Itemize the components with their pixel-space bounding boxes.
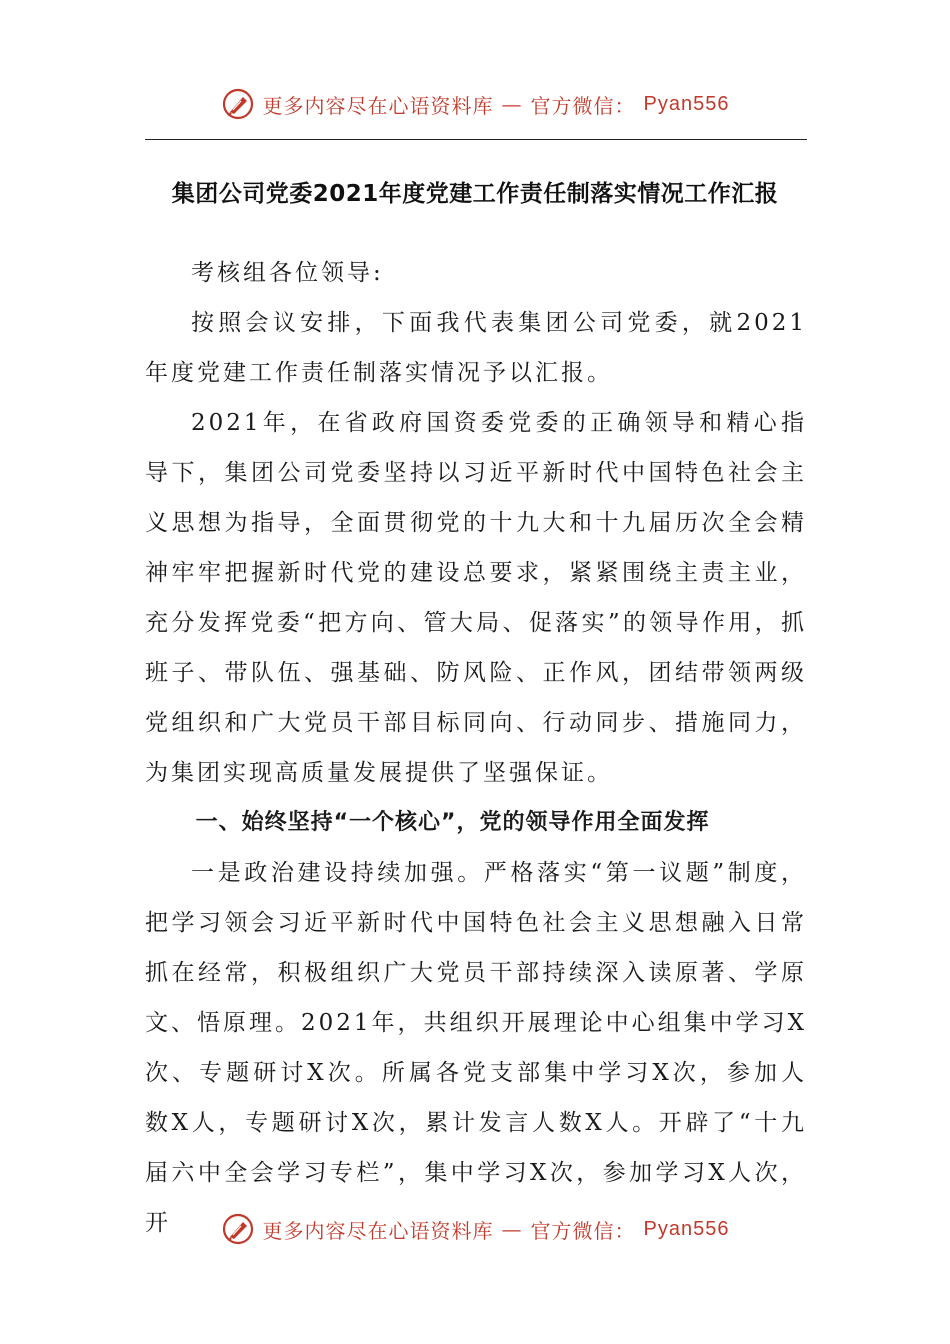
document-body	[145, 248, 807, 1248]
header-watermark	[0, 84, 950, 124]
watermark-wechat-id: Pyan556	[643, 92, 730, 115]
section-paragraph: 一是政治建设持续加强。严格落实“第一议题”制度，把学习领会习近平新时代中国特色社会主义思想融入日常抓在经常，积极组织广大党员干部持续深入读原著、学原文、悟原理。2021年，共组织开展理论中心组集中学习X次、专题研讨X次。所属各党支部集中学习X次，参加人数X人，专题研讨X次，累计发言人数X人。开辟了“十九届六中全会学习专栏”，集中学习X次，参加学习X人次，开	[145, 860, 807, 1236]
document-title: 集团公司党委2021年度党建工作责任制落实情况工作汇报	[171, 181, 779, 207]
watermark-separator: —	[501, 1217, 523, 1241]
watermark-wechat-id: Pyan556	[643, 1217, 730, 1240]
header-divider	[145, 139, 807, 140]
body-paragraph: 2021年，在省政府国资委党委的正确领导和精心指导下，集团公司党委坚持以习近平新时代中国特色社会主义思想为指导，全面贯彻党的十九大和十九届历次全会精神牢牢把握新时代党的建设总要求，紧紧围绕主责主业，充分发挥党委“把方向、管大局、促落实”的领导作用，抓班子、带队伍、强基础、防风险、正作风，团结带领两级党组织和广大党员干部目标同向、行动同步、措施同力，为集团实现高质量发展提供了坚强保证。	[145, 410, 807, 786]
pen-nib-icon	[221, 87, 255, 121]
pen-nib-icon	[221, 1212, 255, 1246]
watermark-wechat-label: 官方微信：	[530, 1218, 636, 1243]
footer-watermark	[0, 1209, 950, 1249]
section-heading: 一、始终坚持“一个核心”，党的领导作用全面发挥	[195, 810, 710, 835]
watermark-site-text: 更多内容尽在心语资料库	[262, 93, 494, 118]
watermark-separator: —	[501, 92, 523, 116]
watermark-site-text: 更多内容尽在心语资料库	[262, 1218, 494, 1243]
body-paragraph: 按照会议安排，下面我代表集团公司党委，就2021年度党建工作责任制落实情况予以汇报。	[145, 310, 807, 386]
salutation: 考核组各位领导:	[191, 260, 384, 286]
watermark-wechat-label: 官方微信：	[530, 93, 636, 118]
